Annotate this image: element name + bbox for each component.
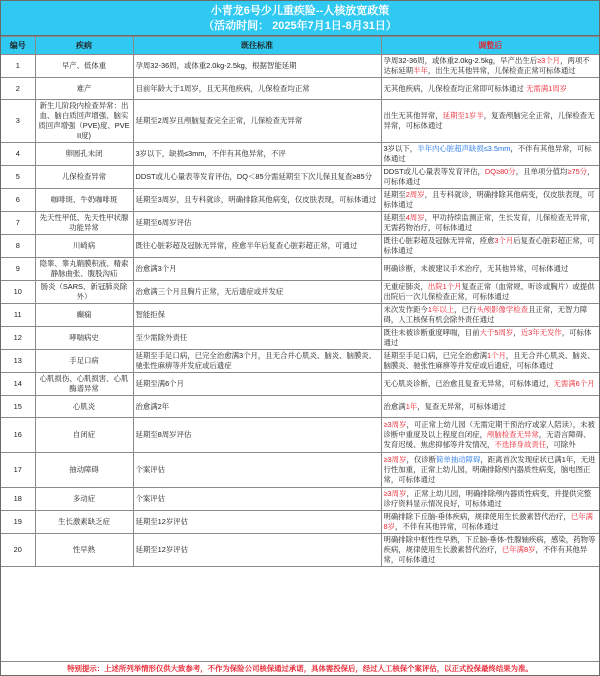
adjusted-segment: ，甲功持续监测正常，生长发育，儿保检查无异常，无需药物治疗，可标体通过	[383, 213, 595, 232]
adjusted-segment: 出院1个月	[427, 282, 462, 291]
adjusted-segment: ≥3周岁	[383, 420, 407, 429]
table-row	[1, 373, 599, 396]
adjusted-segment: 1个月	[486, 351, 506, 360]
adjusted-cell	[381, 189, 599, 212]
adjusted-cell	[381, 534, 599, 567]
standard-cell: 治愈满2年	[133, 396, 381, 418]
adjusted-segment: 既往心脏彩超及冠脉无异常，痊愈	[383, 236, 495, 245]
header-disease: 疾病	[35, 37, 133, 55]
disease-cell: 性早熟	[35, 534, 133, 567]
adjusted-segment: 简单抽动障碍	[436, 455, 481, 464]
adjusted-segment: 3个月	[494, 236, 514, 245]
disease-cell: 卵圆孔未闭	[35, 143, 133, 166]
adjusted-segment: 延期至手足口病，已完全治愈满	[383, 351, 487, 360]
table-row	[1, 258, 599, 281]
header-adjusted: 调整后	[381, 37, 599, 55]
disease-cell: 生长激素缺乏症	[35, 511, 133, 534]
row-number: 10	[1, 281, 35, 304]
row-number: 6	[1, 189, 35, 212]
adjusted-segment: 治愈满	[383, 401, 406, 411]
adjusted-segment: ，仅诊断	[406, 455, 437, 464]
adjusted-segment: ，且单项分值均	[515, 167, 568, 176]
disease-cell: 隐睾、睾丸鞘膜积液、精索静脉曲张、腹股沟疝	[35, 258, 133, 281]
adjusted-cell	[381, 143, 599, 166]
row-number: 9	[1, 258, 35, 281]
title-line-1: 小青龙6号少儿重疾险--人核放宽政策	[210, 5, 390, 17]
adjusted-segment: 延期至1岁半	[442, 111, 484, 120]
standard-cell: 孕周32-36周，或体重2.0kg-2.5kg，根据智能延期	[133, 55, 381, 78]
adjusted-segment: 已年满8岁	[501, 545, 536, 554]
adjusted-segment: ，可除外	[546, 440, 576, 449]
adjusted-cell	[381, 453, 599, 488]
row-number: 1	[1, 55, 35, 78]
adjusted-segment: 半年	[413, 66, 428, 75]
adjusted-segment: 大于5周岁	[479, 328, 514, 337]
adjusted-segment: DQ≥80分	[484, 167, 516, 176]
standard-cell: 延期至手足口病，已完全治愈满3个月，且无合并心肌炎、脑炎、脑膜炎、驰张性麻痹等并发症或后遗症	[133, 350, 381, 373]
table-row	[1, 418, 599, 453]
disease-cell: 自闭症	[35, 418, 133, 453]
row-number: 8	[1, 235, 35, 258]
table-row	[1, 488, 599, 511]
adjusted-segment: 1年以上	[427, 305, 455, 314]
adjusted-segment: 颅脑检查无异常	[486, 430, 539, 439]
standard-cell: 治愈满三个月且胸片正常，无后遗症或并发症	[133, 281, 381, 304]
table-row	[1, 166, 599, 189]
adjusted-segment: ≥3周岁	[383, 455, 407, 464]
adjusted-segment: ≥75分	[567, 167, 588, 176]
table-row	[1, 78, 599, 100]
standard-cell: 治愈满3个月	[133, 258, 381, 281]
standard-cell: 延期至12岁评估	[133, 534, 381, 567]
row-number: 2	[1, 78, 35, 100]
table-header-row	[1, 37, 599, 55]
disease-cell: 手足口病	[35, 350, 133, 373]
adjusted-segment: 延期至	[383, 190, 406, 199]
standard-cell: 延期至2周岁且颅脑复查完全正常，儿保检查无异常	[133, 100, 381, 143]
adjusted-segment: ，可正常上幼儿园（无需定期干预治疗或家人陪读），未被诊断中重度及以上程度自闭症，	[383, 420, 595, 439]
disease-cell: 新生儿阶段内检查异常：出血、脑白质回声增强、脑实质回声增强（PVE)度、PVEII度)	[35, 100, 133, 143]
standard-cell: 智能拒保	[133, 304, 381, 327]
table-row	[1, 350, 599, 373]
table-row	[1, 100, 599, 143]
adjusted-segment: 半年内心脏超声缺损≤3.5mm	[417, 144, 511, 153]
adjusted-cell	[381, 418, 599, 453]
table-row	[1, 534, 599, 567]
standard-cell: 3岁以下，缺损≤3mm，不伴有其他异常，不评	[133, 143, 381, 166]
adjusted-segment: 孕周32-36周，或体重2.0kg-2.5kg，早产出生后	[383, 56, 538, 65]
adjusted-segment: 出生无其他异常，	[383, 111, 443, 120]
adjusted-segment: ，不伴有其他异常，可标体通过	[383, 144, 592, 163]
adjusted-cell	[381, 373, 599, 396]
adjusted-segment: DDST或儿心量表等发育评估，	[383, 167, 485, 176]
adjusted-segment: ，不伴有其他异常，可标体通过	[395, 522, 499, 531]
row-number: 19	[1, 511, 35, 534]
adjusted-cell	[381, 100, 599, 143]
adjusted-segment: ，不伴有其他异常，可标体通过	[383, 545, 588, 564]
table-row	[1, 453, 599, 488]
disease-cell: 肠炎（SARS、新冠肺炎除外）	[35, 281, 133, 304]
row-number: 17	[1, 453, 35, 488]
standard-cell: 既往心脏彩超及冠脉无异常，痊愈半年后复查心脏彩超正常，可通过	[133, 235, 381, 258]
adjusted-segment: 无需满6个月	[553, 379, 595, 388]
adjusted-cell	[381, 396, 599, 418]
adjusted-segment: 4周岁	[405, 213, 425, 222]
standard-cell: 延期至6周岁评估	[133, 212, 381, 235]
adjusted-segment: 近3年无发作	[520, 328, 562, 337]
adjusted-segment: ，且无合并心肌炎、脑炎、脑膜炎、驰张性麻痹等并发症或后遗症，可标体通过	[383, 351, 595, 370]
disease-cell: 多动症	[35, 488, 133, 511]
adjusted-cell	[381, 511, 599, 534]
row-number: 7	[1, 212, 35, 235]
disease-cell: 心肌损伤、心肌损害、心肌酶谱异常	[35, 373, 133, 396]
adjusted-cell	[381, 281, 599, 304]
table-body	[1, 55, 599, 567]
disease-cell: 儿保检查异常	[35, 166, 133, 189]
adjusted-segment: ，正常上幼儿园，明确排除颅内器质性病变，并提供完整诊疗资料显示情况良好，可标体通过	[383, 489, 592, 508]
row-number: 12	[1, 327, 35, 350]
row-number: 16	[1, 418, 35, 453]
adjusted-segment: 已年满8岁	[383, 512, 593, 531]
adjusted-segment: 无需满1周岁	[525, 83, 568, 93]
standard-cell: 至少需除外责任	[133, 327, 381, 350]
adjusted-cell	[381, 55, 599, 78]
adjusted-cell	[381, 350, 599, 373]
adjusted-cell	[381, 304, 599, 327]
disease-cell: 癫痫	[35, 304, 133, 327]
adjusted-segment: 无其他疾病，儿保检查均正常即可标体通过	[383, 83, 526, 93]
adjusted-segment: 延期至	[383, 213, 406, 222]
adjusted-segment: ，复查无异常，可标体通过	[417, 401, 506, 411]
row-number: 18	[1, 488, 35, 511]
disease-cell: 抽动障碍	[35, 453, 133, 488]
adjusted-cell	[381, 212, 599, 235]
adjusted-segment: ，无语言障碍、发育迟缓、焦虑抑郁等并发情况，	[383, 430, 591, 449]
row-number: 4	[1, 143, 35, 166]
adjusted-segment: 既往未被诊断重度哮喘，目前	[383, 328, 480, 337]
disease-cell: 咖啡斑、牛奶咖啡斑	[35, 189, 133, 212]
standard-cell: 延期至3周岁，且专科就诊，明确排除其他病变，仅皮肤表现，可标体通过	[133, 189, 381, 212]
table-row	[1, 327, 599, 350]
standard-cell: 目前年龄大于1周岁，且无其他疾病，儿保检查均正常	[133, 78, 381, 100]
table-row	[1, 189, 599, 212]
row-number: 5	[1, 166, 35, 189]
adjusted-segment: ，可标体通过	[383, 167, 595, 186]
standard-cell: 个案评估	[133, 453, 381, 488]
adjusted-segment: 复查正常（血常规、听诊或胸片）或提供出院后一次儿保检查正常，可标体通过	[383, 282, 595, 301]
page-title	[1, 1, 599, 36]
adjusted-segment: 且正常，无智力障碍，人工核保有机会除外责任通过	[383, 305, 588, 324]
disease-cell: 哮喘病史	[35, 327, 133, 350]
standard-cell: 延期至12岁评估	[133, 511, 381, 534]
standard-cell: 延期至8周岁评估	[133, 418, 381, 453]
adjusted-segment: ，距离首次发现症状已满1年，无进行性加重，正常上幼儿园，明确排除颅内器质性病变，脑电图正常，可标体通过	[383, 455, 596, 484]
adjusted-segment: ，已行	[454, 305, 477, 314]
table-row	[1, 212, 599, 235]
adjusted-segment: 无心肌炎诊断，已治愈且复查无异常，可标体通过，	[383, 379, 554, 388]
standard-cell: 个案评估	[133, 488, 381, 511]
table-row	[1, 235, 599, 258]
adjusted-cell	[381, 78, 599, 100]
table-row	[1, 55, 599, 78]
adjusted-segment: 3岁以下，	[383, 144, 418, 153]
row-number: 11	[1, 304, 35, 327]
adjusted-segment: 1年	[405, 401, 418, 411]
adjusted-cell	[381, 235, 599, 258]
row-number: 14	[1, 373, 35, 396]
table-row	[1, 304, 599, 327]
adjusted-segment: ≥3个月	[537, 56, 561, 65]
adjusted-cell	[381, 166, 599, 189]
disease-cell: 川崎病	[35, 235, 133, 258]
adjusted-segment: 明确排除下丘脑-垂体疾病，规律使用生长激素替代治疗，	[383, 512, 571, 521]
adjusted-cell	[381, 327, 599, 350]
adjusted-segment: ，可标体通过	[383, 328, 592, 347]
header-no: 编号	[1, 37, 35, 55]
disease-cell: 先天性甲低、先天性甲状腺功能异常	[35, 212, 133, 235]
adjusted-segment: ，出生无其他异常，儿保检查正常可标体通过	[427, 66, 576, 75]
table-row	[1, 143, 599, 166]
table-row	[1, 396, 599, 418]
policy-table	[1, 36, 599, 567]
title-line-2: （活动时间： 2025年7月1日-8月31日）	[203, 20, 397, 32]
adjusted-segment: ，	[513, 328, 521, 337]
adjusted-segment: ，复查颅脑完全正常，儿保检查无异常，可标体通过	[383, 111, 595, 130]
row-number: 3	[1, 100, 35, 143]
adjusted-segment: 不选择身故责任	[494, 440, 547, 449]
standard-cell: DDST或儿心量表等发育评估，DQ＜85分需延期至下次儿保且复查≥85分	[133, 166, 381, 189]
adjusted-cell	[381, 488, 599, 511]
adjusted-segment: 2周岁	[405, 190, 425, 199]
adjusted-segment: ≥3周岁	[383, 489, 407, 498]
footer-notice: 特别提示：上述所列举情形仅供大致参考，不作为保险公司核保通过承诺，具体需投保后，经过人工核保个案评估，以正式投保最终结果为准。	[1, 661, 599, 675]
disease-cell: 心肌炎	[35, 396, 133, 418]
standard-cell: 延期至满6个月	[133, 373, 381, 396]
adjusted-segment: 未次发作距今	[383, 305, 428, 314]
table-row	[1, 281, 599, 304]
adjusted-segment: ，且专科就诊，明确排除其他病变，仅皮肤表现，可标体通过	[383, 190, 595, 209]
row-number: 20	[1, 534, 35, 567]
adjusted-segment: 头颅影像学检查	[476, 305, 529, 314]
header-standard: 既往标准	[133, 37, 381, 55]
adjusted-segment: ，两项不达标延期	[383, 56, 590, 75]
adjusted-segment: 无重症肺炎，	[383, 282, 428, 291]
row-number: 13	[1, 350, 35, 373]
disease-cell: 难产	[35, 78, 133, 100]
adjusted-segment: 后复查心脏彩超正常，可标体通过	[383, 236, 595, 255]
adjusted-segment: 明确诊断，未被建议手术治疗，无其他异常，可标体通过	[383, 264, 569, 273]
adjusted-cell	[381, 258, 599, 281]
adjusted-segment: 明确排除中枢性性早熟，下丘脑-垂体-性腺轴疾病，感染，药物等疾病，规律使用生长激素替代治疗，	[383, 535, 596, 554]
row-number: 15	[1, 396, 35, 418]
disease-cell: 早产、低体重	[35, 55, 133, 78]
table-row	[1, 511, 599, 534]
